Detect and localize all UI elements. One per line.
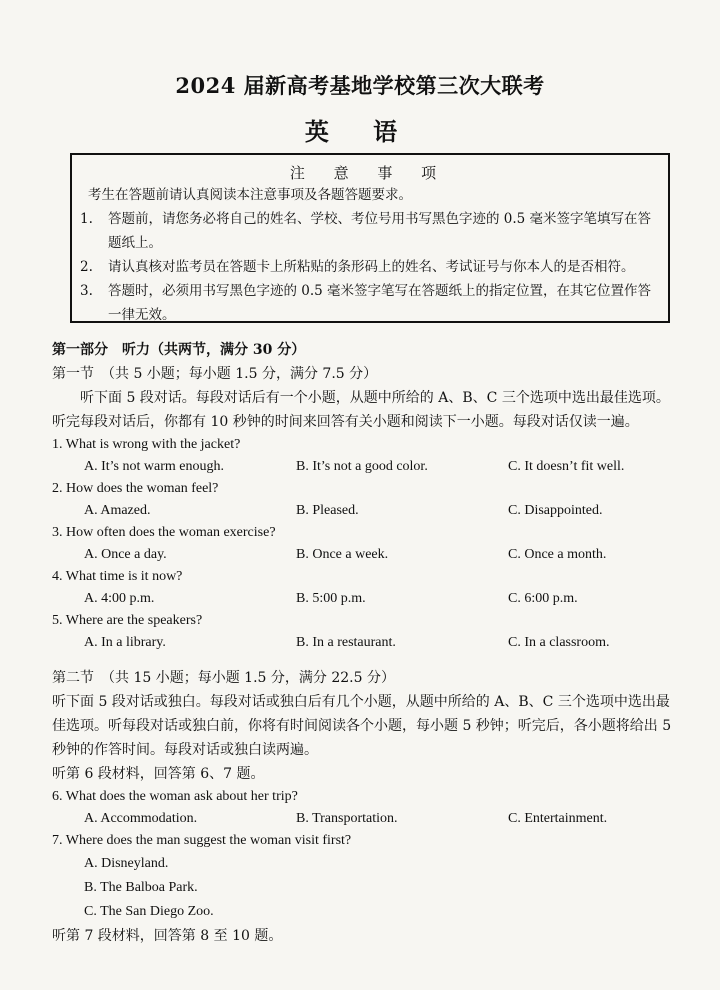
notice-intro: 考生在答题前请认真阅读本注意事项及各题答题要求。 [88,187,412,203]
option-b: B. Transportation. [296,811,398,826]
section1-instructions: 听下面 5 段对话。每段对话后有一个小题，从题中所给的 A、B、C 三个选项中选出最佳选项。听完每段对话后，你都有 10 秒钟的时间来回答有关小题和阅读下一小题。每段对话仅读一遍。 [52,390,670,430]
subject-title: 英 语 [304,117,416,146]
material7-heading: 听第 7 段材料，回答第 8 至 10 题。 [52,928,283,944]
option-c: C. It doesn’t fit well. [508,459,625,474]
section1-heading: 第一节 （共 5 小题；每小题 1.5 分，满分 7.5 分） [52,366,378,382]
material6-heading: 听第 6 段材料，回答第 6、7 题。 [52,766,265,782]
option-a: A. Accommodation. [84,811,198,826]
question-options [52,456,672,478]
question-options [52,544,672,566]
notice-item-number: 1. [80,211,93,227]
exam-body [52,338,672,948]
spacer [52,654,672,666]
notice-box [70,153,670,323]
question-stem: 1. What is wrong with the jacket? [52,437,241,452]
notice-item-text: 请认真核对监考员在答题卡上所粘贴的条形码上的姓名、考试证号与你本人的是否相符。 [108,259,635,275]
option-b: B. It’s not a good color. [296,459,428,474]
question-options [52,808,672,830]
notice-item-number: 3. [80,283,93,299]
notice-item-text: 答题前，请您务必将自己的姓名、学校、考位号用书写黑色字迹的 0.5 毫米签字笔填写在答题纸上。 [108,211,652,251]
option-a: A. 4:00 p.m. [84,591,155,606]
notice-item [80,207,658,255]
option-c: C. In a classroom. [508,635,610,650]
notice-item [80,255,658,279]
option-c: C. Disappointed. [508,503,603,518]
option-a: A. In a library. [84,635,166,650]
question-stem: 5. Where are the speakers? [52,613,203,628]
question-stem: 7. Where does the man suggest the woman visit first? [52,833,352,848]
option-c: C. Entertainment. [508,811,608,826]
notice-item-text: 答题时，必须用书写黑色字迹的 0.5 毫米签字笔写在答题纸上的指定位置，在其它位置作答一律无效。 [108,283,652,323]
question-stem: 4. What time is it now? [52,569,183,584]
question-options [52,588,672,610]
question-stem: 3. How often does the woman exercise? [52,525,276,540]
section2-heading: 第二节 （共 15 小题；每小题 1.5 分，满分 22.5 分） [52,670,395,686]
question-options [52,632,672,654]
option-b: B. 5:00 p.m. [296,591,366,606]
option-b: B. Pleased. [296,503,359,518]
exam-title: 2024 届新高考基地学校第三次大联考 [175,73,545,98]
option-c: C. Once a month. [508,547,607,562]
part1-heading: 第一部分 听力（共两节，满分 30 分） [52,342,306,358]
option-a: A. Amazed. [84,503,151,518]
option-a: A. Once a day. [84,547,167,562]
option-a: A. Disneyland. [84,856,169,871]
option-b: B. The Balboa Park. [84,880,198,895]
notice-heading: 注 意 事 项 [289,164,449,182]
option-b: B. Once a week. [296,547,389,562]
option-c: C. The San Diego Zoo. [84,904,214,919]
notice-item [80,279,658,327]
section2-instructions: 听下面 5 段对话或独白。每段对话或独白后有几个小题，从题中所给的 A、B、C 三个选项中选出最佳选项。听每段对话或独白前，你将有时间阅读各个小题，每小题 5 秒钟；听完后，各小题将给出 5 秒钟的作答时间。每段对话或独白读两遍。 [52,694,672,758]
question-options [52,500,672,522]
option-c: C. 6:00 p.m. [508,591,578,606]
question-stem: 6. What does the woman ask about her trip? [52,789,298,804]
question-stem: 2. How does the woman feel? [52,481,219,496]
option-a: A. It’s not warm enough. [84,459,224,474]
notice-item-number: 2. [80,259,93,275]
option-b: B. In a restaurant. [296,635,396,650]
